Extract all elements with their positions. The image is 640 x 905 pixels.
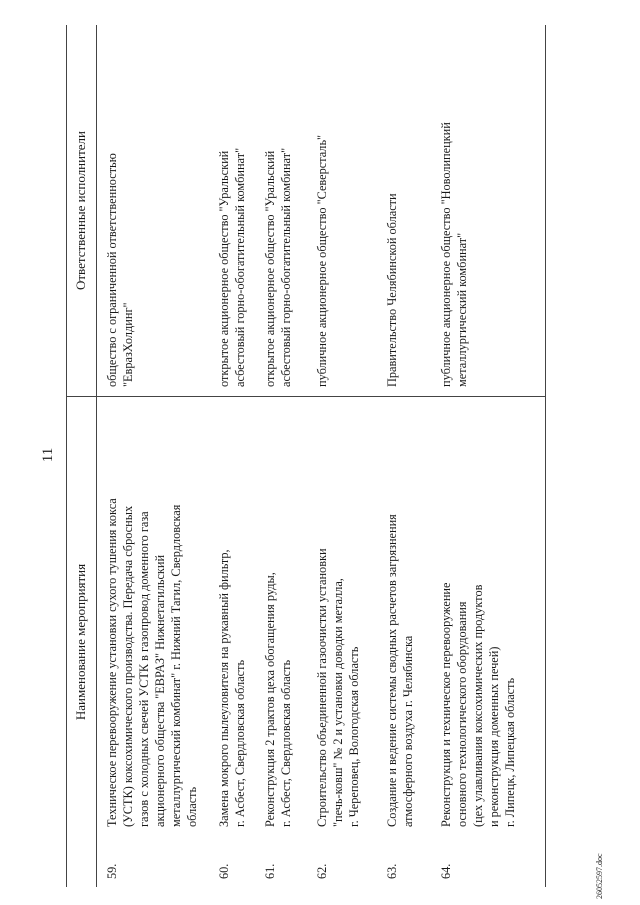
row-responsible: открытое акционерное общество "Уральский асбестовый горно-обогатительный комбинат"	[263, 147, 293, 387]
row-responsible: общество с ограниченной ответственностью "ЕвразХолдинг"	[105, 153, 135, 387]
page-number: 11	[40, 447, 56, 463]
header-responsible: Ответственные исполнители	[73, 131, 88, 291]
row-number: 61.	[263, 863, 277, 879]
table-bottom-rule	[545, 25, 546, 887]
document-id: 26052597.doc	[595, 853, 604, 899]
row-number: 64.	[439, 863, 453, 879]
table-header-rule	[96, 25, 97, 887]
row-responsible: Правительство Челябинской области	[385, 193, 399, 387]
row-number: 60.	[217, 863, 231, 879]
row-responsible: публичное акционерное общество "Новолипецкий металлургический комбинат"	[439, 122, 469, 387]
row-name: Реконструкция и техническое перевооружение основного технологического оборудования (цех улавливания коксохимических продуктов и реконструкция доменных печей) г. Липецк, Липецкая область	[439, 582, 517, 827]
row-name: Строительство объединенной газоочистки установки "печь-ковш" № 2 и установки доводки металла, г. Череповец, Вологодская область	[315, 548, 361, 827]
row-number: 62.	[315, 863, 329, 879]
row-name: Техническое перевооружение установки сухого тушения кокса (УСТК) коксохимического производства. Передача сбросных газов с холодных свечей УСТК в газопровод доменного газа акционерного общества "ЕВРАЗ" Нижнетагильский металлургический комбинат" г. Нижний Тагил, Свердловская область	[105, 498, 199, 827]
row-responsible: открытое акционерное общество "Уральский асбестовый горно-обогатительный комбинат"	[217, 147, 247, 387]
row-name: Создание и ведение системы сводных расчетов загрязнения атмосферного воздуха г. Челябинска	[385, 514, 415, 827]
row-name: Реконструкция 2 трактов цеха обогащения руды, г. Асбест, Свердловская область	[263, 572, 293, 827]
row-number: 63.	[385, 863, 399, 879]
row-responsible: публичное акционерное общество "Северсталь"	[315, 134, 329, 387]
row-number: 59.	[105, 863, 119, 879]
header-name: Наименование мероприятия	[73, 563, 88, 721]
row-name: Замена мокрого пылеуловителя на рукавный фильтр, г. Асбест, Свердловская область	[217, 549, 247, 827]
column-divider	[66, 396, 545, 397]
